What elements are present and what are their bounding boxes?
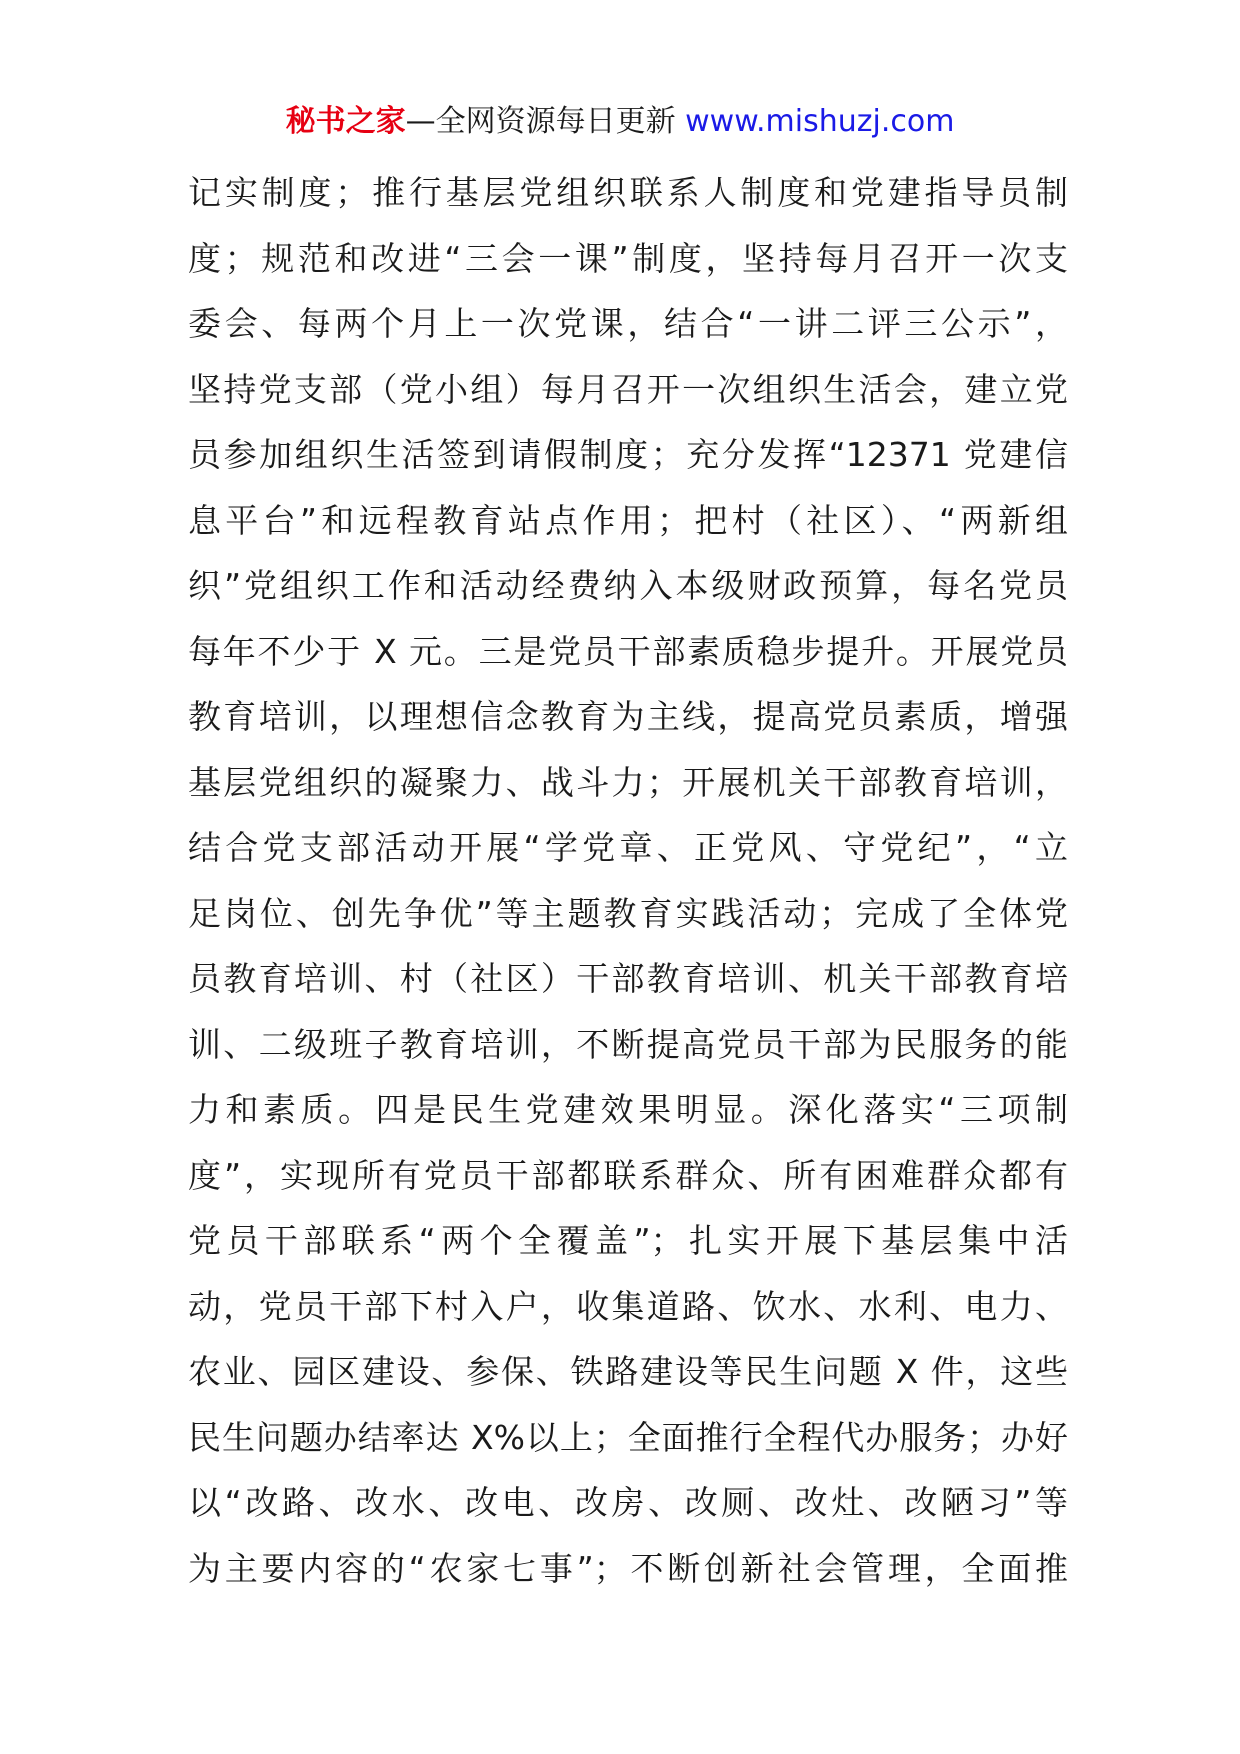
text-line: 民生问题办结率达 X%以上；全面推行全程代办服务；办好 <box>188 1417 1068 1457</box>
text-line: 力和素质。四是民生党建效果明显。深化落实“三项制 <box>188 1090 1068 1129</box>
text-line: 基层党组织的凝聚力、战斗力；开展机关干部教育培训， <box>188 762 1068 802</box>
text-line: 坚持党支部（党小组）每月召开一次组织生活会，建立党 <box>188 369 1068 409</box>
website-link[interactable]: www.mishuzj.com <box>685 104 955 139</box>
page-header <box>0 100 1240 144</box>
text-line: 党员干部联系“两个全覆盖”；扎实开展下基层集中活 <box>188 1221 1068 1260</box>
text-line: 训、二级班子教育培训，不断提高党员干部为民服务的能 <box>188 1024 1068 1064</box>
text-line: 足岗位、创先争优”等主题教育实践活动；完成了全体党 <box>188 893 1068 933</box>
text-line: 度”，实现所有党员干部都联系群众、所有困难群众都有 <box>188 1155 1068 1195</box>
text-line: 结合党支部活动开展“学党章、正党风、守党纪”，“立 <box>188 828 1068 867</box>
text-line: 息平台”和远程教育站点作用；把村（社区）、“两新组 <box>188 500 1068 540</box>
text-line: 农业、园区建设、参保、铁路建设等民生问题 X 件，这些 <box>188 1352 1068 1391</box>
text-line: 度；规范和改进“三会一课”制度，坚持每月召开一次支 <box>188 238 1068 278</box>
text-line: 记实制度；推行基层党组织联系人制度和党建指导员制 <box>188 173 1068 212</box>
text-line: 每年不少于 X 元。三是党员干部素质稳步提升。开展党员 <box>188 631 1068 671</box>
text-line: 教育培训，以理想信念教育为主线，提高党员素质，增强 <box>188 697 1068 736</box>
text-line: 委会、每两个月上一次党课，结合“一讲二评三公示”， <box>188 304 1068 343</box>
text-line: 员参加组织生活签到请假制度；充分发挥“12371 党建信 <box>188 435 1068 474</box>
body-text <box>188 160 1068 1601</box>
text-line: 动，党员干部下村入户，收集道路、饮水、水利、电力、 <box>188 1286 1068 1326</box>
text-line: 员教育培训、村（社区）干部教育培训、机关干部教育培 <box>188 959 1068 998</box>
brand-name: 秘书之家 <box>285 104 406 139</box>
header-tagline: —全网资源每日更新 <box>405 104 676 139</box>
text-line: 织”党组织工作和活动经费纳入本级财政预算，每名党员 <box>188 566 1068 605</box>
text-line: 为主要内容的“农家七事”；不断创新社会管理，全面推 <box>188 1548 1068 1588</box>
text-line: 以“改路、改水、改电、改房、改厕、改灶、改陋习”等 <box>188 1483 1068 1522</box>
